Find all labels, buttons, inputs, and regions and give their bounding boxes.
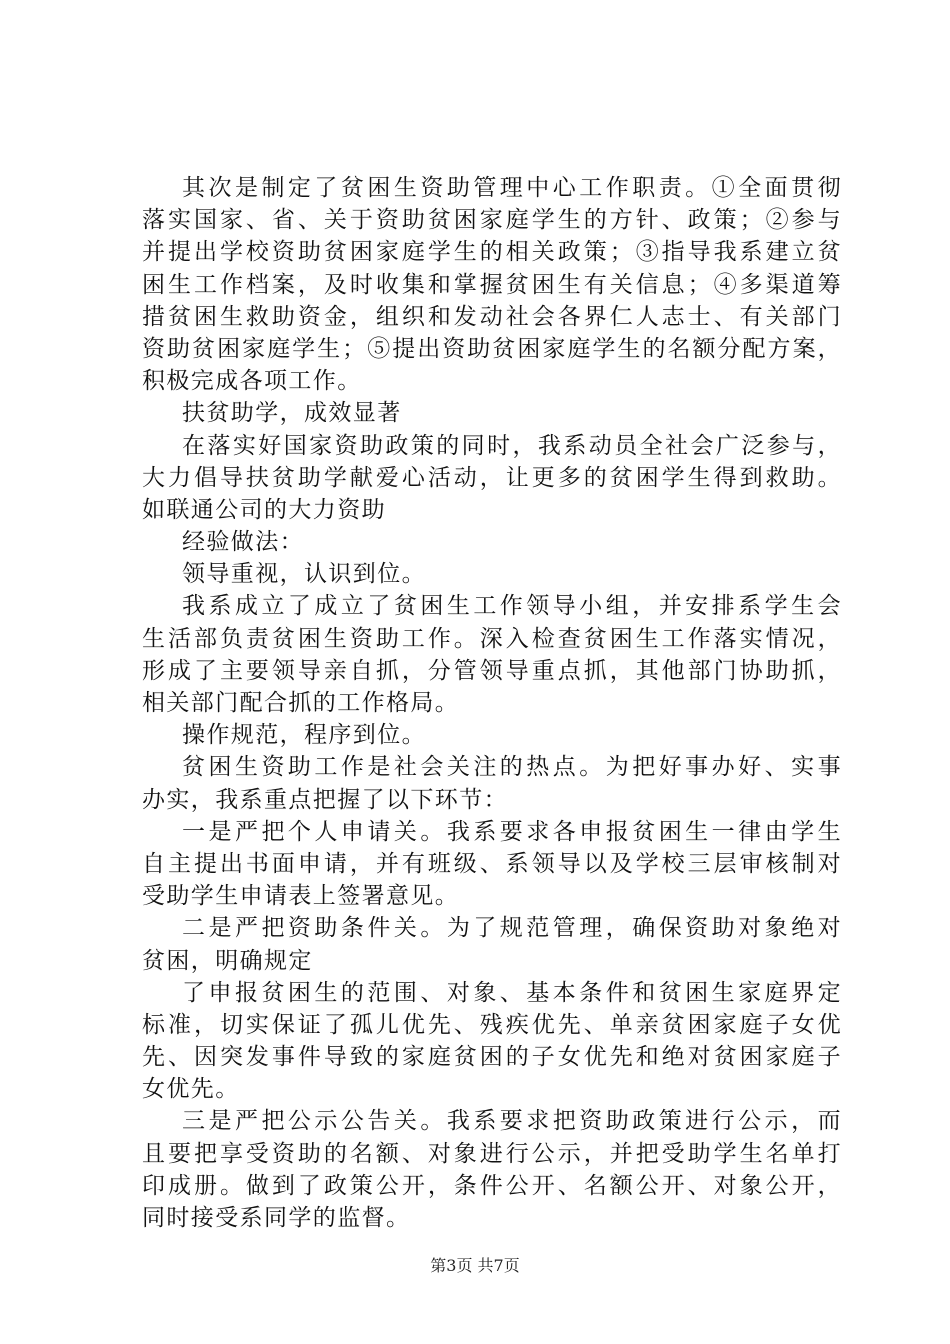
paragraph-line: 措贫困生救助资金，组织和发动社会各界仁人志士、有关部门 [142,303,842,330]
paragraph-line: 先、因突发事件导致的家庭贫困的子女优先和绝对贫困家庭子 [142,1044,842,1071]
paragraph-line: 同时接受系同学的监督。 [142,1205,411,1231]
paragraph-line: 印成册。做到了政策公开，条件公开、名额公开、对象公开， [142,1172,842,1199]
paragraph-line: 生活部负责贫困生资助工作。深入检查贫困生工作落实情况， [142,625,842,652]
paragraph-line: 资助贫困家庭学生；⑤提出资助贫困家庭学生的名额分配方案， [142,335,842,362]
section-heading: 领导重视，认识到位。 [182,561,426,588]
paragraph-line: 积极完成各项工作。 [142,368,362,395]
section-heading: 扶贫助学，成效显著 [182,400,402,427]
paragraph-line: 如联通公司的大力资助 [142,496,386,523]
paragraph-line: 三是严把公示公告关。我系要求把资助政策进行公示，而 [182,1108,842,1135]
paragraph-line: 女优先。 [142,1076,240,1103]
paragraph-line: 其次是制定了贫困生资助管理中心工作职责。①全面贯彻 [182,175,842,201]
paragraph-line: 标准，切实保证了孤儿优先、残疾优先、单亲贫困家庭子女优 [142,1011,842,1038]
paragraph-line: 贫困，明确规定 [142,947,313,974]
paragraph-line: 并提出学校资助贫困家庭学生的相关政策；③指导我系建立贫 [142,239,842,266]
paragraph-line: 受助学生申请表上签署意见。 [142,883,460,910]
paragraph-line: 落实国家、省、关于资助贫困家庭学生的方针、政策；②参与 [142,207,842,234]
document-body [142,172,842,1234]
section-heading: 经验做法： [182,529,304,556]
paragraph-line: 贫困生资助工作是社会关注的热点。为把好事办好、实事 [182,754,842,781]
section-heading: 操作规范，程序到位。 [182,722,426,749]
paragraph-line: 困生工作档案，及时收集和掌握贫困生有关信息；④多渠道筹 [142,271,842,298]
paragraph-line: 我系成立了成立了贫困生工作领导小组，并安排系学生会 [182,593,842,620]
paragraph-line: 形成了主要领导亲自抓，分管领导重点抓，其他部门协助抓， [142,657,842,684]
page-number-footer: 第3页 共7页 [430,1256,520,1275]
paragraph-line: 自主提出书面申请，并有班级、系领导以及学校三层审核制对 [142,850,842,877]
paragraph-line: 且要把享受资助的名额、对象进行公示，并把受助学生名单打 [142,1140,842,1167]
paragraph-line: 一是严把个人申请关。我系要求各申报贫困生一律由学生 [182,818,842,845]
paragraph-line: 二是严把资助条件关。为了规范管理，确保资助对象绝对 [182,915,842,942]
paragraph-line: 了申报贫困生的范围、对象、基本条件和贫困生家庭界定 [182,979,842,1006]
paragraph-line: 大力倡导扶贫助学献爱心活动，让更多的贫困学生得到救助。 [142,464,842,491]
paragraph-line: 相关部门配合抓的工作格局。 [142,690,460,716]
paragraph-line: 在落实好国家资助政策的同时，我系动员全社会广泛参与， [182,432,842,459]
paragraph-line: 办实，我系重点把握了以下环节： [142,786,508,813]
